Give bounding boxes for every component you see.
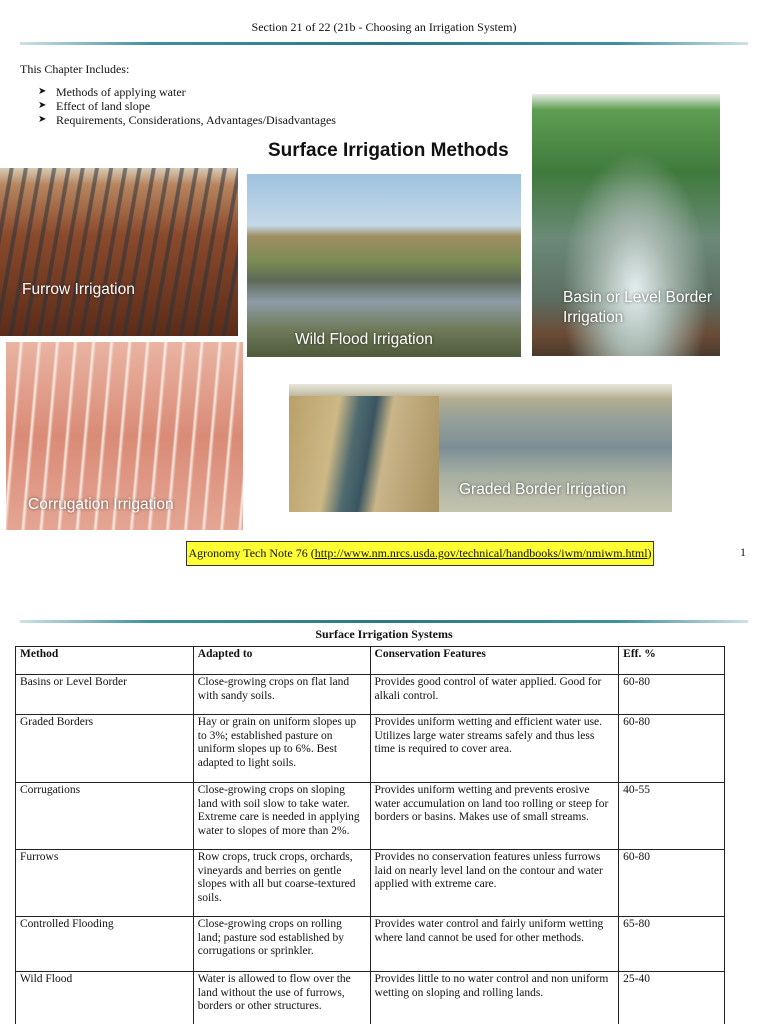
arrow-bullet-icon: ➤ xyxy=(38,114,47,125)
table-cell: Basins or Level Border xyxy=(16,675,194,715)
table-row xyxy=(16,675,725,715)
photo-caption: Furrow Irrigation xyxy=(22,281,135,298)
corrugation-irrigation-photo xyxy=(6,342,243,530)
table-cell: Hay or grain on uniform slopes up to 3%; established pasture on uniform slopes up to 6%. Best adapted to light soils. xyxy=(193,715,370,783)
chapter-topics-list xyxy=(38,85,336,127)
table-row xyxy=(16,783,725,850)
table-row xyxy=(16,850,725,917)
table-cell: 60-80 xyxy=(619,675,725,715)
list-item: ➤ Methods of applying water xyxy=(38,85,186,99)
table-cell: Provides uniform wetting and efficient water use. Utilizes large water streams safely and thus less time is required to cover area. xyxy=(370,715,619,783)
table-cell: Provides no conservation features unless furrows laid on nearly level land on the contour and water applied with extreme care. xyxy=(370,850,619,917)
table-cell: 25-40 xyxy=(619,972,725,1024)
table-cell: Row crops, truck crops, orchards, vineyards and berries on gentle slopes with all but coarse-textured soils. xyxy=(193,850,370,917)
section-header: Section 21 of 22 (21b - Choosing an Irrigation System) xyxy=(251,20,517,34)
graded-border-irrigation-photo xyxy=(289,384,672,512)
table-title: Surface Irrigation Systems xyxy=(315,627,453,641)
column-header: Adapted to xyxy=(193,647,370,675)
chapter-includes-label: This Chapter Includes: xyxy=(20,62,130,76)
table-cell: 40-55 xyxy=(619,783,725,850)
column-header: Method xyxy=(16,647,194,675)
table-cell: Provides uniform wetting and prevents erosive water accumulation on land too rolling or steep for borders or basins. Makes use of small streams. xyxy=(370,783,619,850)
arrow-bullet-icon: ➤ xyxy=(38,100,47,111)
wild-flood-irrigation-photo xyxy=(247,174,521,357)
photo-caption: Wild Flood Irrigation xyxy=(295,331,433,348)
list-item: ➤ Requirements, Considerations, Advantages/Disadvantages xyxy=(38,113,336,127)
basin-irrigation-photo xyxy=(532,94,720,356)
table-cell: Controlled Flooding xyxy=(16,917,194,972)
table-row xyxy=(16,715,725,783)
table-header-row xyxy=(16,647,725,675)
table-cell: Wild Flood xyxy=(16,972,194,1024)
surface-irrigation-table xyxy=(15,646,725,1024)
table-cell: 65-80 xyxy=(619,917,725,972)
table-cell: Close-growing crops on flat land with sandy soils. xyxy=(193,675,370,715)
tech-note-link[interactable]: http://www.nm.nrcs.usda.gov/technical/handbooks/iwm/nmiwm.html xyxy=(314,546,648,560)
furrow-irrigation-photo xyxy=(0,168,238,336)
photo-caption: Basin or Level Border Irrigation xyxy=(563,289,713,326)
column-header: Conservation Features xyxy=(370,647,619,675)
table-row xyxy=(16,972,725,1024)
list-item: ➤ Effect of land slope xyxy=(38,99,151,113)
page-divider xyxy=(20,620,748,623)
tech-note-box: Agronomy Tech Note 76 (http://www.nm.nrcs.usda.gov/technical/handbooks/iwm/nmiwm.html) xyxy=(186,541,654,566)
table-cell: Provides water control and fairly uniform wetting where land cannot be used for other methods. xyxy=(370,917,619,972)
table-cell: Close-growing crops on rolling land; pasture sod established by corrugations or sprinkler. xyxy=(193,917,370,972)
arrow-bullet-icon: ➤ xyxy=(38,86,47,97)
photo-caption: Graded Border Irrigation xyxy=(459,481,627,498)
page-title: Surface Irrigation Methods xyxy=(268,140,509,161)
table-cell: Graded Borders xyxy=(16,715,194,783)
column-header: Eff. % xyxy=(619,647,725,675)
page-number: 1 xyxy=(740,545,746,559)
table-cell: Close-growing crops on sloping land with soil slow to take water. Extreme care is needed in applying water to slopes of more than 2%. xyxy=(193,783,370,850)
table-cell: 60-80 xyxy=(619,715,725,783)
table-cell: Water is allowed to flow over the land without the use of furrows, borders or other structures. xyxy=(193,972,370,1024)
table-cell: Provides good control of water applied. Good for alkali control. xyxy=(370,675,619,715)
photo-caption: Corrugation Irrigation xyxy=(28,496,174,513)
table-row xyxy=(16,917,725,972)
table-cell: Furrows xyxy=(16,850,194,917)
table-cell: Provides little to no water control and non uniform wetting on sloping and rolling lands. xyxy=(370,972,619,1024)
table-cell: Corrugations xyxy=(16,783,194,850)
header-divider xyxy=(20,42,748,45)
table-cell: 60-80 xyxy=(619,850,725,917)
